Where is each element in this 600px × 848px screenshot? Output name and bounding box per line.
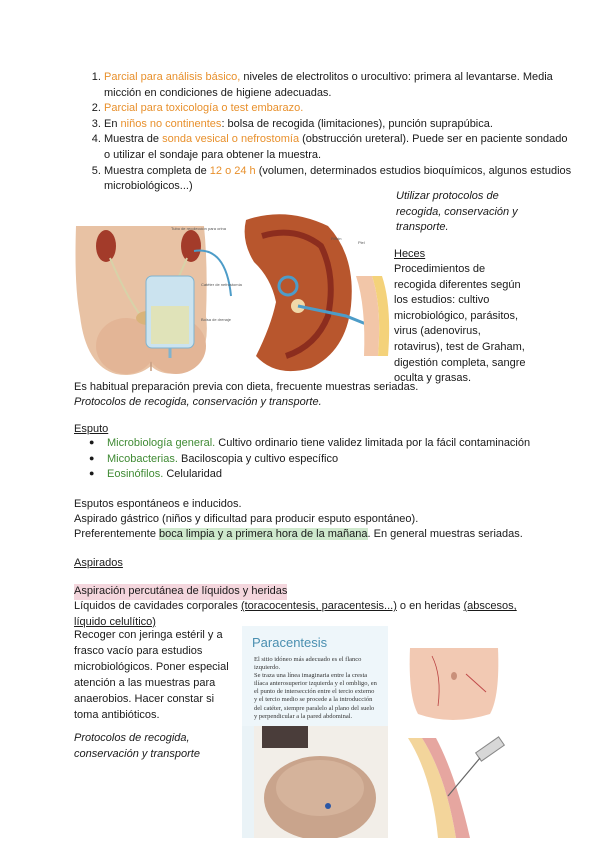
item-highlight: 12 o 24 h [209,164,256,177]
label-piel: Piel [358,240,365,245]
paracentesis-figure [242,626,528,838]
item-highlight: Parcial para análisis básico, [104,71,241,83]
esputo-line1: Esputos espontáneos e inducidos. [74,498,242,510]
item-highlight: niños no continentes [120,117,222,130]
item-pre: Muestra de [104,133,163,146]
bullet-highlight: Eosinófilos. [107,468,164,481]
item-pre: En [104,117,121,130]
aspirados-title: Aspirados [74,557,123,569]
heces-line2: Protocolos de recogida, conservación y transporte. [74,396,322,408]
esputo-line2: Aspirado gástrico (niños y dificultad para producir esputo espontáneo). [74,513,419,525]
urine-list-item [104,132,574,163]
bullet-text: Cultivo ordinario tiene validez limitada por la fácil contaminación [215,437,531,449]
heces-line1: Es habitual preparación previa con dieta, frecuente muestras seriadas. [74,381,419,393]
item-highlight: sonda vesical o nefrostomía [162,133,300,146]
urinary-collection-figure [66,206,393,380]
esputo-bullet [107,452,577,468]
aspirados-protocol: Protocolos de recogida, conservación y transporte [74,732,200,760]
item-pre: Muestra completa de [104,164,210,177]
esputo-bullets [74,436,577,483]
bullet-highlight: Micobacterias. [107,452,178,465]
esputo-bullet [107,436,577,452]
esputo-line3-pre: Preferentemente [74,528,159,540]
heces-body: Procedimientos de recogida diferentes según los estudios: cultivo microbiológico, parásitos, virus (adenovirus, rotavirus), test de Graham, digestión completa, sangre oculta y grasas. [394,263,526,385]
label-bolsa: Bolsa de drenaje [201,317,232,322]
item-text: : bolsa de recogida (limitaciones), punción suprapúbica. [221,117,493,130]
aspirados-line-u1: (toracocentesis, paracentesis...) [240,600,397,612]
item-highlight: Parcial para toxicología o test embarazo. [104,102,304,115]
bullet-highlight: Microbiología general. [107,437,216,449]
orina-protocol-note: Utilizar protocolos de recogida, conservación y transporte. [396,190,518,234]
aspirados-body: Recoger con jeringa estéril y a frasco vacío para estudios microbiológicos. Poner especial atención a las muestras para anaerobios. Hacer constar si toma antibióticos. [74,629,229,721]
aspirados-line-u2: (abscesos, líquido celulítico) [74,600,517,628]
esputo-bullet [107,467,577,483]
item-text: (volumen, determinados estudios bioquímicos, algunos estudios microbiológicos...) [104,164,572,193]
heces-title: Heces [394,248,426,260]
aspirados-line-pre: Líquidos de cavidades corporales [74,600,241,612]
urine-list-item [104,70,574,101]
esputo-line3-highlight: boca limpia y a primera hora de la mañana [159,528,368,540]
label-cateter: Catéter de nefrostomía [201,282,242,287]
aspirados-line-mid: o en heridas [396,600,464,612]
esputo-line3-post: . En general muestras seriadas. [367,528,523,540]
urine-list-item [104,117,574,133]
bullet-text: Baciloscopia y cultivo específico [177,452,339,465]
paracentesis-p1: El sitio idóneo más adecuado es el flanco izquierdo. [254,656,362,672]
urine-sample-list [74,70,574,195]
esputo-title: Esputo [74,423,109,435]
urine-list-item [104,101,574,117]
urinary-illustration [66,206,393,380]
label-tubo: Tubo de recolección para orina [171,226,226,231]
esputo-line3 [74,527,523,543]
item-text: niveles de electrolitos o urocultivo: primera al levantarse. Media micción en condiciones de higiene adecuadas. [104,71,553,99]
label-rinon: Riñón [331,236,342,241]
paracentesis-p2: Se traza una línea imaginaria entre la cresta ilíaca anterosuperior izquierda y el ombligo, en el punto de intersección entre el tercio externo y el tercio medio se procede a la introducción del catéter, siempre paralelo al plano del suelo y perpendicular a la pared abdominal. [254,672,377,720]
paracentesis-title: Paracentesis [252,635,328,650]
aspirados-subtitle: Aspiración percutánea de líquidos y heridas [74,584,287,600]
bullet-text: Celularidad [163,468,222,481]
item-text: (obstrucción ureteral). Puede ser en paciente sondado o utilizar el sondaje para obtener la muestra. [104,133,568,162]
